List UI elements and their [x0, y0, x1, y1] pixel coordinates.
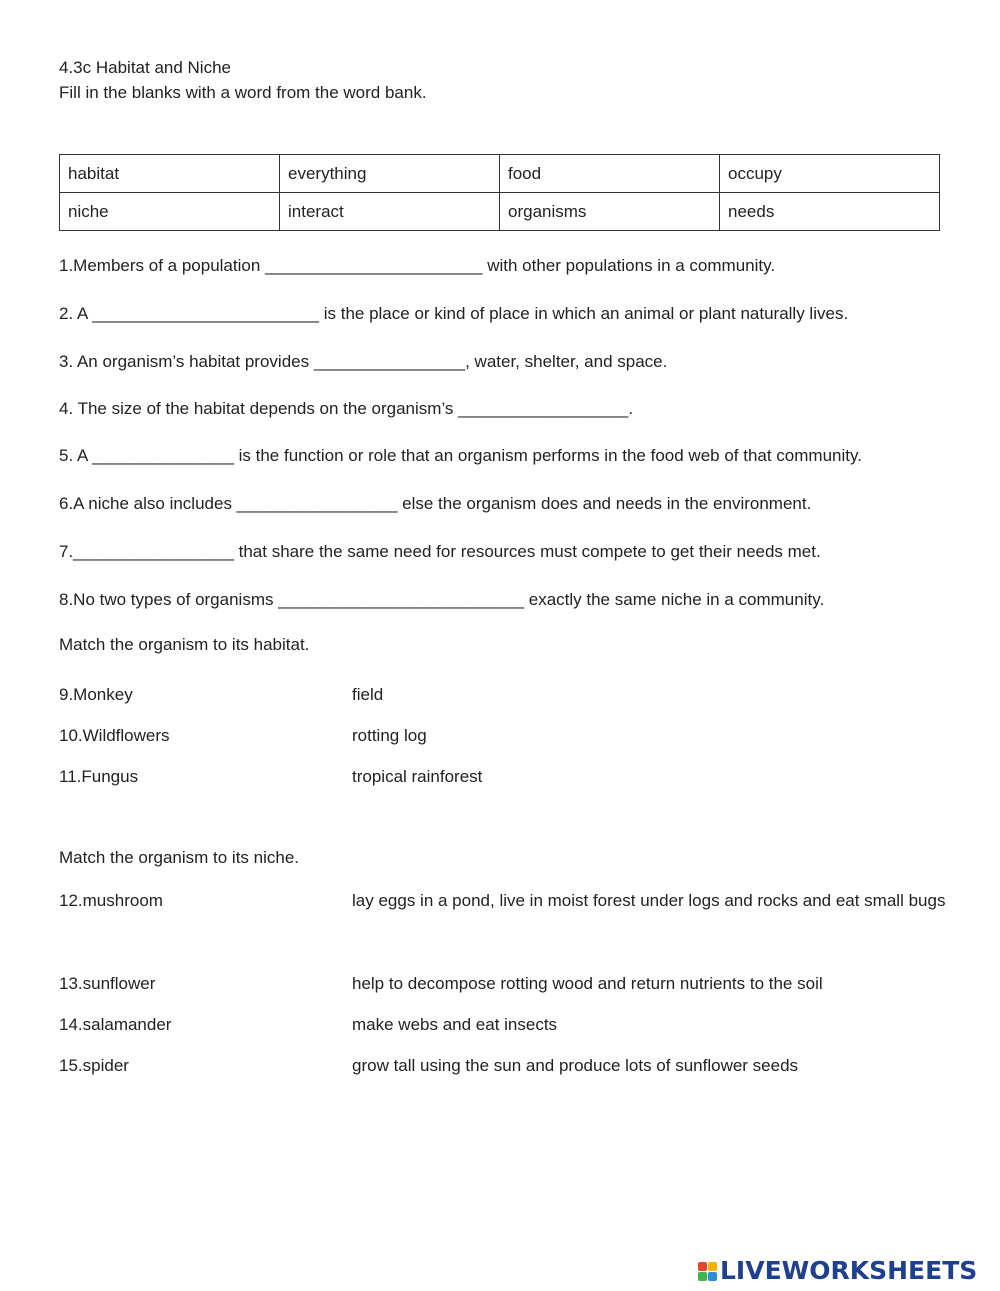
word-bank-cell: food — [500, 155, 720, 193]
worksheet-instructions: Fill in the blanks with a word from the word bank. — [59, 83, 427, 102]
niche-organism: 13.sunflower — [59, 974, 156, 993]
niche-option: grow tall using the sun and produce lots of sunflower seeds — [352, 1056, 799, 1075]
liveworksheets-logo — [698, 1256, 977, 1286]
word-bank-table — [59, 154, 940, 231]
question-6: 6.A niche also includes _________________ else the organism does and needs in the environment. — [59, 494, 812, 513]
niche-organism: 12.mushroom — [59, 891, 163, 910]
question-7: 7._________________ that share the same need for resources must compete to get their needs met. — [59, 542, 821, 561]
niche-organism: 14.salamander — [59, 1015, 172, 1034]
worksheet-title: 4.3c Habitat and Niche — [59, 58, 231, 77]
niche-option: make webs and eat insects — [352, 1015, 558, 1034]
niche-option: help to decompose rotting wood and return nutrients to the soil — [352, 974, 823, 993]
habitat-option: rotting log — [352, 726, 427, 745]
question-3: 3. An organism’s habitat provides ________________, water, shelter, and space. — [59, 352, 668, 371]
habitat-option: tropical rainforest — [352, 767, 483, 786]
question-4: 4. The size of the habitat depends on the organism’s __________________. — [59, 399, 634, 418]
logo-mark-square — [708, 1262, 717, 1271]
logo-mark-square — [708, 1272, 717, 1281]
niche-organism: 15.spider — [59, 1056, 129, 1075]
niche-match-heading: Match the organism to its niche. — [59, 848, 300, 867]
logo-mark-square — [698, 1272, 707, 1281]
word-bank-cell: interact — [280, 193, 500, 231]
logo-mark-square — [698, 1262, 707, 1271]
word-bank-row — [60, 155, 940, 193]
question-5: 5. A _______________ is the function or role that an organism performs in the food web of that community. — [59, 446, 862, 465]
word-bank-cell: occupy — [720, 155, 940, 193]
logo-mark-icon — [698, 1262, 717, 1281]
word-bank-cell: niche — [60, 193, 280, 231]
word-bank-cell: needs — [720, 193, 940, 231]
logo-wordmark: LIVEWORKSHEETS — [720, 1256, 978, 1285]
habitat-organism: 11.Fungus — [59, 767, 139, 786]
word-bank-cell: habitat — [60, 155, 280, 193]
habitat-organism: 10.Wildflowers — [59, 726, 170, 745]
niche-option: lay eggs in a pond, live in moist forest under logs and rocks and eat small bugs — [352, 891, 946, 910]
word-bank-cell: everything — [280, 155, 500, 193]
question-1: 1.Members of a population _______________________ with other populations in a community. — [59, 256, 776, 275]
word-bank-row — [60, 193, 940, 231]
habitat-organism: 9.Monkey — [59, 685, 133, 704]
question-2: 2. A ________________________ is the place or kind of place in which an animal or plant naturally lives. — [59, 304, 849, 323]
habitat-match-heading: Match the organism to its habitat. — [59, 635, 310, 654]
word-bank-cell: organisms — [500, 193, 720, 231]
question-8: 8.No two types of organisms __________________________ exactly the same niche in a community. — [59, 590, 825, 609]
habitat-option: field — [352, 685, 384, 704]
